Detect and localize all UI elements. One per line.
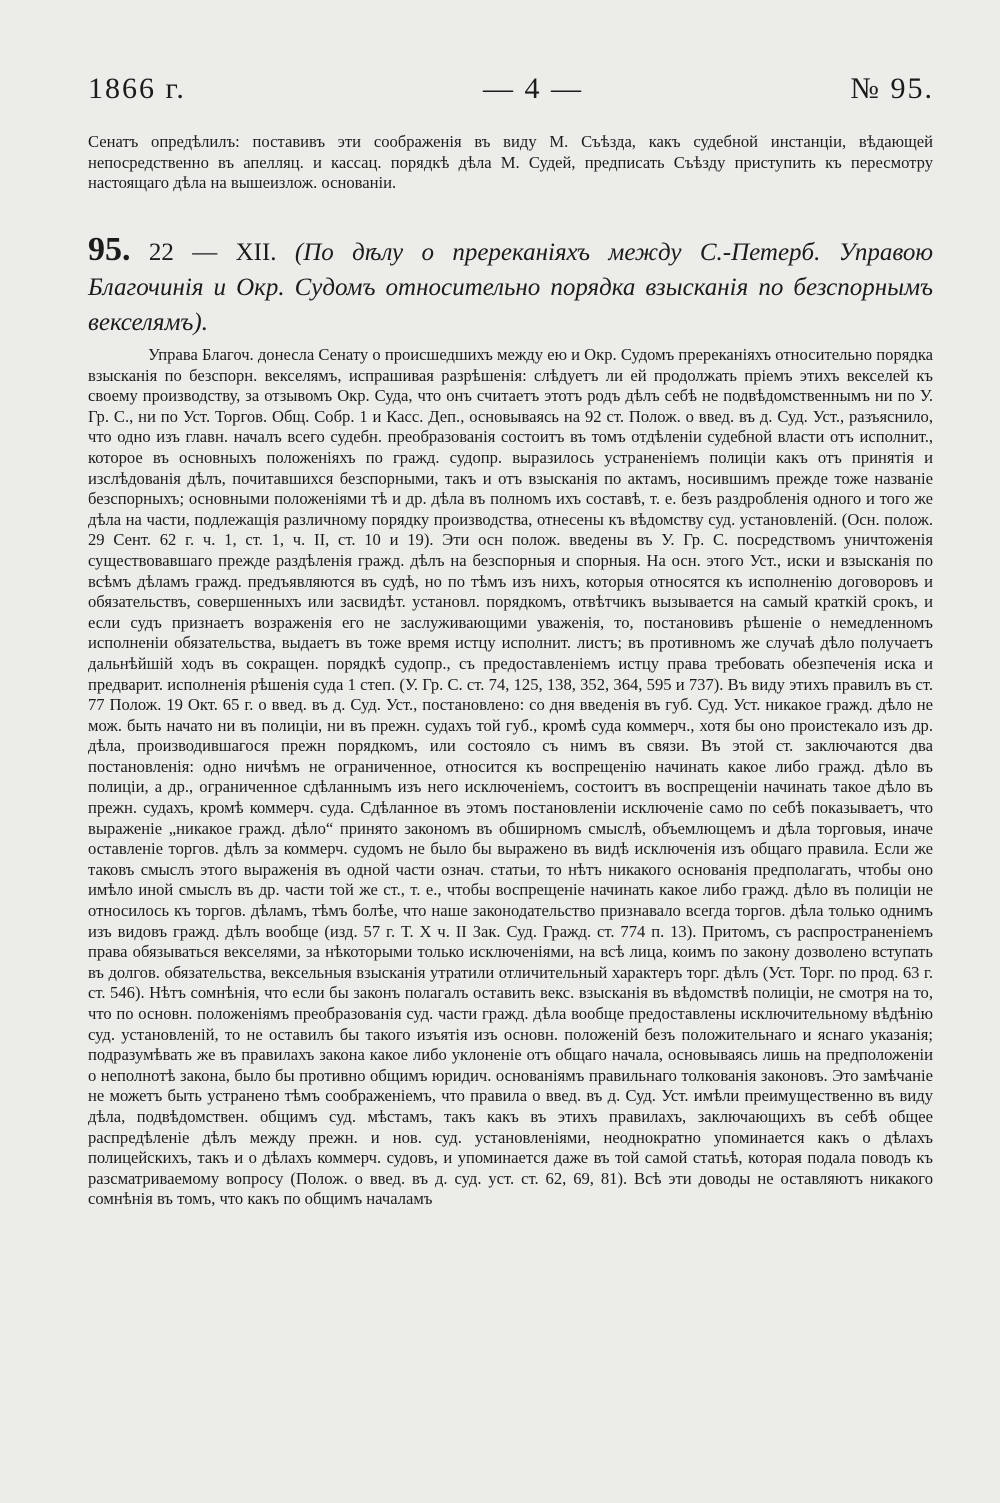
page-header [88,72,934,112]
section-subject: (По дѣлу о пререканіяхъ между С.-Петерб. Управою Благочинія и Окр. Судомъ относительно порядка взысканія по безспорнымъ векселямъ). [88,239,933,336]
section-heading [88,232,933,340]
section-number: 95. [88,231,131,268]
main-paragraph: Управа Благоч. донесла Сенату о происшедшихъ между ею и Окр. Судомъ пререканіяхъ относительно порядка взысканія по безспорн. векселямъ, испрашивая разрѣшенія: слѣдуетъ ли ей продолжать пріемъ этихъ векселей къ своему производству, за отзывомъ Окр. Суда, что онъ считаетъ этотъ родъ дѣлъ себѣ не подвѣдомственнымъ ни по У. Гр. С., ни по Уст. Торгов. Общ. Собр. 1 и Касс. Деп., основываясь на 92 ст. Полож. о введ. въ д. Суд. Уст., разъяснило, что одно изъ главн. началъ всего судебн. преобразованія состоитъ въ томъ отдѣленіи судебной власти отъ исполнит., которое въ основныхъ положеніяхъ по гражд. судопр. выразилось устраненіемъ полиціи какъ отъ принятія и изслѣдованія дѣлъ, почитавшихся безспорными, такъ и отъ взысканія по актамъ, носившимъ прежде тоже названіе безспорныхъ; основными положеніями тѣ и др. дѣла въ полномъ ихъ составѣ, т. е. безъ раздробленія одного и того же дѣла на части, подлежащія различному порядку производства, отнесены къ вѣдомству суд. установленій. (Осн. полож. 29 Сент. 62 г. ч. 1, ст. 1, ч. II, ст. 10 и 19). Эти осн полож. введены въ У. Гр. С. посредствомъ уничтоженія существовавшаго прежде раздѣленія гражд. дѣлъ на безспорныя и спорныя. На осн. этого Уст., иски и взысканія по всѣмъ дѣламъ гражд. предъявляются въ судѣ, но по тѣмъ изъ нихъ, которыя относятся къ исполненію договоровъ и обязательствъ, совершенныхъ или засвидѣт. установл. порядкомъ, отвѣтчикъ вызывается на самый краткій срокъ, и если судъ признаетъ возраженія его не заслуживающими уваженія, то, постановивъ рѣшеніе о немедленномъ исполненіи обязательства, выдаетъ въ тоже время истцу исполнит. листъ; въ противномъ же случаѣ дѣло получаетъ дальнѣйшій ходъ въ сокращен. порядкѣ судопр., съ предоставленіемъ истцу права требовать обезпеченія иска и предварит. исполненія рѣшенія суда 1 степ. (У. Гр. С. ст. 74, 125, 138, 352, 364, 595 и 737). Въ виду этихъ правилъ въ ст. 77 Полож. 19 Окт. 65 г. о введ. въ д. Суд. Уст., постановлено: со дня введенія въ губ. Суд. Уст. никакое гражд. дѣло не мож. быть начато ни въ полиціи, ни въ прежн. судахъ той губ., кромѣ суда коммерч., хотя бы оно проистекало изъ др. дѣла, производившагося прежн порядкомъ, или состояло съ нимъ въ связи. Въ этой ст. заключаются два постановленія: одно ничѣмъ не ограниченное, относится къ воспрещенію начинать какое либо гражд. дѣло въ полиціи, а др., ограниченное сдѣланнымъ изъ него исключеніемъ, состоитъ въ воспрещеніи начинать такое дѣло въ прежн. судахъ, кромѣ коммерч. суда. Сдѣланное въ этомъ постановленіи исключеніе само по себѣ показываетъ, что выраженіе „никакое гражд. дѣло“ принято закономъ въ обширномъ смыслѣ, объемлющемъ и дѣла торговыя, иначе оставленіе торгов. дѣлъ за коммерч. судомъ не было бы выражено въ видѣ исключенія изъ общаго правила. Если же таковъ смыслъ этого выраженія въ одной части означ. статьи, то нѣтъ никакого основанія предполагать, чтобы оно имѣло иной смыслъ въ др. части той же ст., т. е., чтобы воспрещеніе начинать какое либо гражд. дѣло въ полиціи не относилось къ торгов. дѣламъ, тѣмъ болѣе, что наше законодательство признавало всегда торгов. дѣла только однимъ изъ видовъ гражд. дѣлъ вообще (изд. 57 г. Т. X ч. II Зак. Суд. Гражд. ст. 774 п. 13). Притомъ, съ распространеніемъ права обязываться векселями, за нѣкоторыми только исключеніями, на всѣ лица, коимъ по закону дозволено вступать въ долгов. обязательства, вексельныя взысканія утратили отличительный характеръ торг. дѣлъ (Уст. Торг. по прод. 63 г. ст. 546). Нѣтъ сомнѣнія, что если бы законъ полагалъ оставить векс. взысканія въ вѣдомствѣ полиціи, не смотря на то, что по основн. положеніямъ преобразованія суд. части гражд. дѣла вообще предоставлены исключительному вѣдѣнію суд. установленій, то не оставилъ бы такого изъятія изъ основн. положеній безъ положительнаго и яснаго указанія; подразумѣвать же въ правилахъ закона какое либо уклоненіе отъ общаго начала, основываясь лишь на предположеніи о неполнотѣ закона, было бы противно общимъ юридич. основаніямъ правильнаго толкованія законовъ. Это замѣчаніе не можетъ быть устранено тѣмъ соображеніемъ, что правила о введ. въ д. Суд. Уст. имѣли преимущественно въ виду дѣла, подвѣдомствен. общимъ суд. мѣстамъ, такъ какъ въ этихъ правилахъ, заключающихъ въ себѣ общее распредѣленіе дѣлъ между прежн. и нов. суд. установленіями, неоднократно упоминается какъ о дѣлахъ полицейскихъ, такъ и о дѣлахъ коммерч. судовъ, и упоминается даже въ той самой статьѣ, которая подала поводъ къ разсматриваемому вопросу (Полож. о введ. въ д. суд. уст. ст. 62, 69, 81). Всѣ эти доводы не оставляютъ никакого сомнѣнія въ томъ, что какъ по общимъ началамъ [88,345,933,1209]
section-date: 22 — XII. [148,239,277,266]
issue-number: № 95. [850,72,934,105]
intro-paragraph: Сенатъ опредѣлилъ: поставивъ эти соображенія въ виду М. Съѣзда, какъ судебной инстанціи, вѣдающей непосредственно въ апелляц. и кассац. порядкѣ дѣла М. Судей, предписать Съѣзду приступить къ пересмотру настоящаго дѣла на вышеизлож. основаніи. [88,132,933,193]
page-number: — 4 — [483,72,583,105]
header-year: 1866 г. [88,72,186,105]
